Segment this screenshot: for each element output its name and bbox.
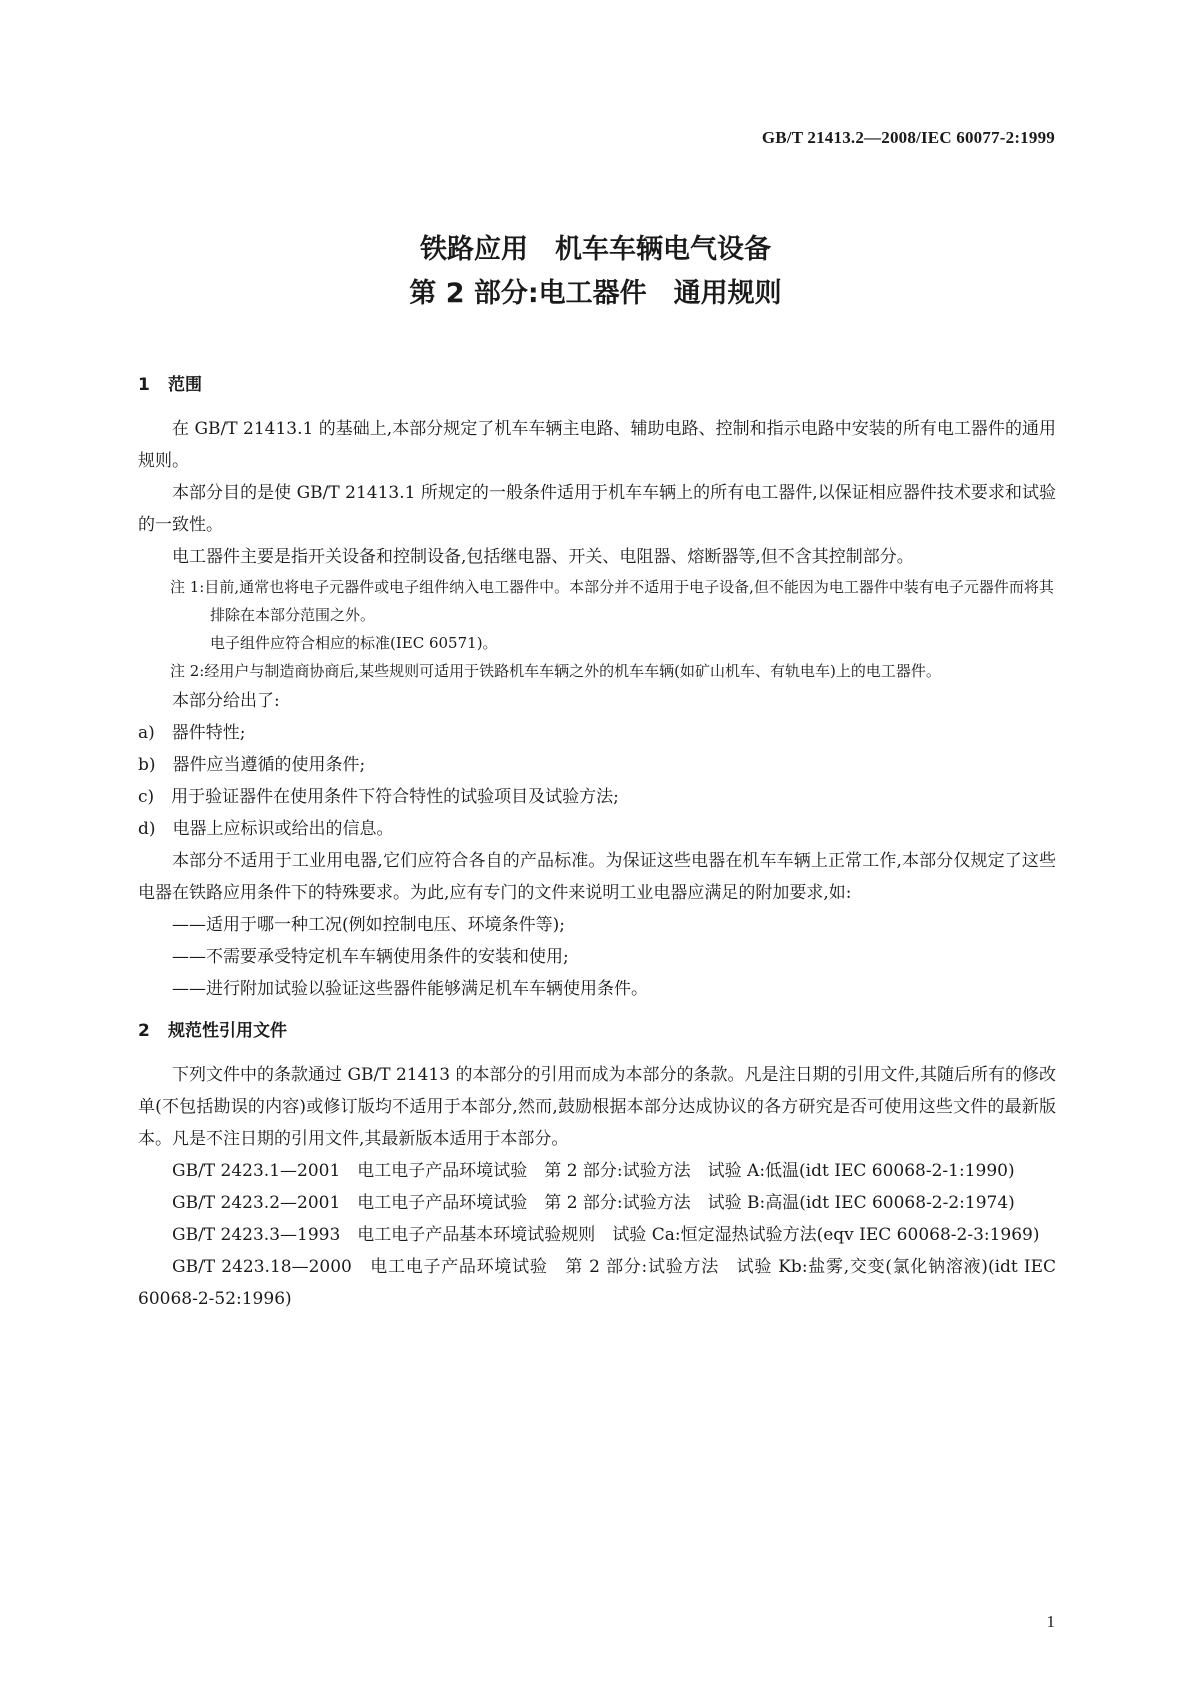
note-1-continuation: 电子组件应符合相应的标准(IEC 60571)。 xyxy=(210,634,498,652)
section-2-heading xyxy=(138,1015,1056,1047)
dash-list-item: ——不需要承受特定机车车辆使用条件的安装和使用; xyxy=(172,947,569,967)
section-number: 1 xyxy=(138,375,150,395)
normative-references-paragraph: 下列文件中的条款通过 GB/T 21413 的本部分的引用而成为本部分的条款。凡是注日期的引用文件,其随后所有的修改单(不包括勘误的内容)或修订版均不适用于本部分,然而,鼓励根据本部分达成协议的各方研究是否可使用这些文件的最新版本。凡是不注日期的引用文件,其最新版本适用于本部分。 xyxy=(138,1065,1056,1149)
section-title: 范围 xyxy=(168,375,202,395)
section-number: 2 xyxy=(138,1021,150,1041)
reference-entry: GB/T 2423.1—2001 电工电子产品环境试验 第 2 部分:试验方法 试验 A:低温(idt IEC 60068-2-1:1990) xyxy=(172,1161,1015,1181)
section-1-heading xyxy=(138,369,1056,401)
title-line-2: 第 2 部分:电工器件 通用规则 xyxy=(409,278,782,309)
scope-paragraph-2: 本部分目的是使 GB/T 21413.1 所规定的一般条件适用于机车车辆上的所有电工器件,以保证相应器件技术要求和试验的一致性。 xyxy=(138,483,1056,535)
scope-paragraph-1: 在 GB/T 21413.1 的基础上,本部分规定了机车车辆主电路、辅助电路、控制和指示电路中安装的所有电工器件的通用规则。 xyxy=(138,419,1056,471)
scope-paragraph-4: 本部分给出了: xyxy=(172,691,280,711)
note-1: 注 1:目前,通常也将电子元器件或电子组件纳入电工器件中。本部分并不适用于电子设备,但不能因为电工器件中装有电子元器件而将其排除在本部分范围之外。 xyxy=(170,578,1054,624)
scope-paragraph-5: 本部分不适用于工业用电器,它们应符合各自的产品标准。为保证这些电器在机车车辆上正常工作,本部分仅规定了这些电器在铁路应用条件下的特殊要求。为此,应有专门的文件来说明工业电器应满足的附加要求,如: xyxy=(138,851,1056,903)
scope-paragraph-3: 电工器件主要是指开关设备和控制设备,包括继电器、开关、电阻器、熔断器等,但不含其控制部分。 xyxy=(172,547,914,567)
document-title xyxy=(0,228,1191,316)
dash-list-item: ——进行附加试验以验证这些器件能够满足机车车辆使用条件。 xyxy=(172,979,648,999)
title-line-1: 铁路应用 机车车辆电气设备 xyxy=(420,234,771,265)
list-item: c) 用于验证器件在使用条件下符合特性的试验项目及试验方法; xyxy=(138,787,619,807)
section-title: 规范性引用文件 xyxy=(168,1021,287,1041)
reference-entry: GB/T 2423.3—1993 电工电子产品基本环境试验规则 试验 Ca:恒定湿热试验方法(eqv IEC 60068-2-3:1969) xyxy=(172,1225,1040,1245)
reference-entry: GB/T 2423.18—2000 电工电子产品环境试验 第 2 部分:试验方法 试验 Kb:盐雾,交变(氯化钠溶液)(idt IEC 60068-2-52:1996) xyxy=(138,1257,1062,1309)
list-item: a) 器件特性; xyxy=(138,723,246,743)
note-2: 注 2:经用户与制造商协商后,某些规则可适用于铁路机车车辆之外的机车车辆(如矿山机车、有轨电车)上的电工器件。 xyxy=(170,662,941,680)
document-identifier: GB/T 21413.2—2008/IEC 60077-2:1999 xyxy=(761,128,1055,147)
reference-entry: GB/T 2423.2—2001 电工电子产品环境试验 第 2 部分:试验方法 试验 B:高温(idt IEC 60068-2-2:1974) xyxy=(172,1193,1015,1213)
document-body xyxy=(138,365,1062,1315)
list-item: d) 电器上应标识或给出的信息。 xyxy=(138,819,394,839)
dash-list-item: ——适用于哪一种工况(例如控制电压、环境条件等); xyxy=(172,915,565,935)
page-number: 1 xyxy=(1046,1612,1055,1631)
list-item: b) 器件应当遵循的使用条件; xyxy=(138,755,366,775)
